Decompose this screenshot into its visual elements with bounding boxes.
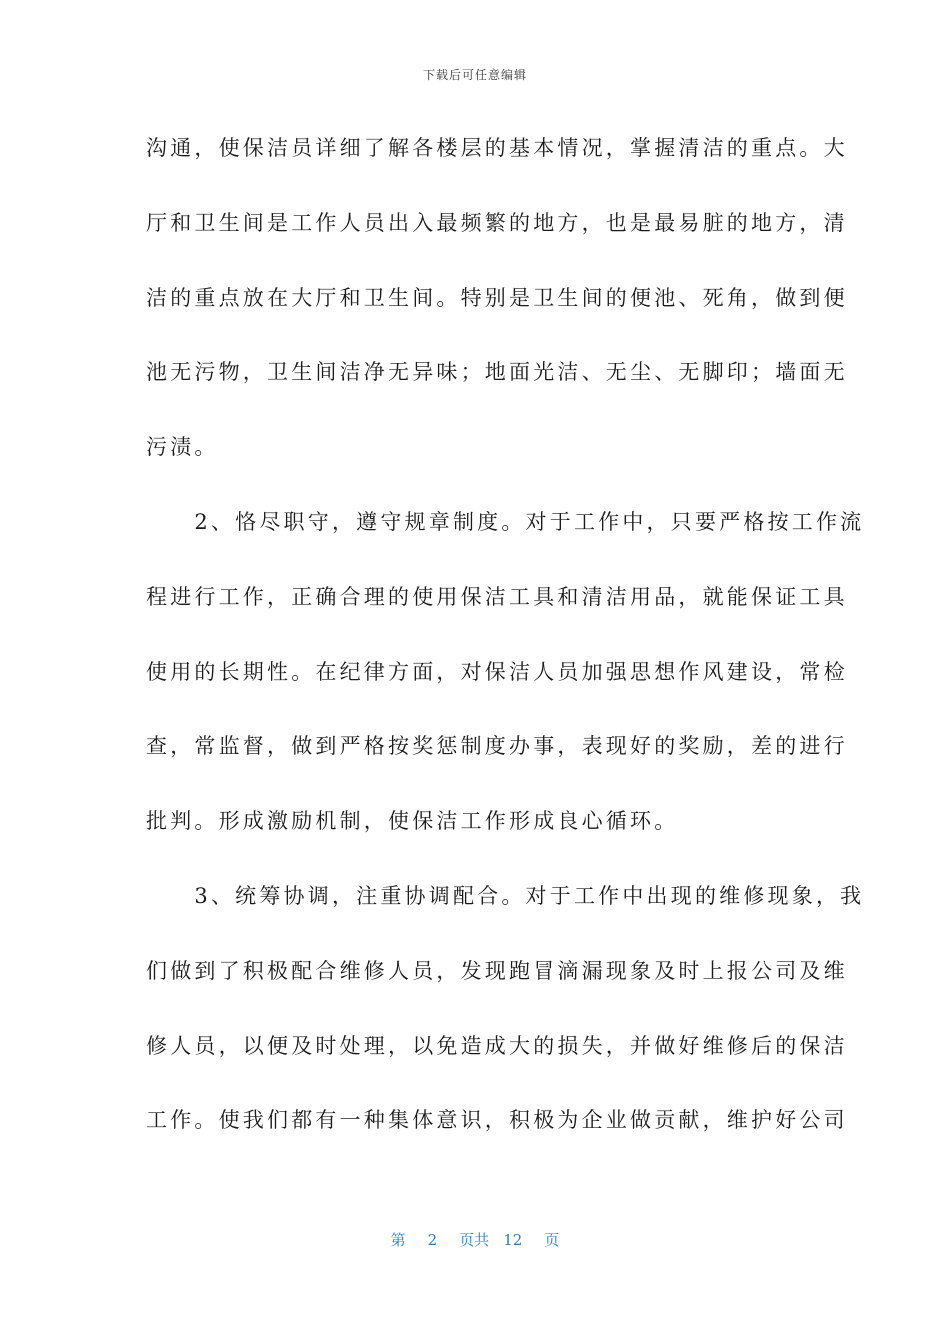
body-line: 洁的重点放在大厅和卫生间。特别是卫生间的便池、死角，做到便	[146, 285, 848, 310]
body-line: 3、统筹协调，注重协调配合。对于工作中出现的维修现象，我	[146, 883, 865, 908]
body-line: 们做到了积极配合维修人员，发现跑冒滴漏现象及时上报公司及维	[146, 958, 848, 983]
body-line: 污渍。	[146, 435, 219, 460]
header-note: 下载后可任意编辑	[422, 68, 527, 82]
footer-label-prefix: 第	[390, 1231, 406, 1249]
page-footer	[0, 1229, 950, 1250]
footer-label-suffix: 页	[544, 1231, 560, 1249]
body-line: 厅和卫生间是工作人员出入最频繁的地方，也是最易脏的地方，清	[146, 210, 848, 235]
footer-total-pages: 12	[503, 1231, 523, 1249]
body-line: 沟通，使保洁员详细了解各楼层的基本情况，掌握清洁的重点。大	[146, 136, 848, 160]
body-line: 批判。形成激励机制，使保洁工作形成良心循环。	[146, 809, 679, 834]
body-line: 程进行工作，正确合理的使用保洁工具和清洁用品，就能保证工具	[146, 584, 848, 609]
footer-label-middle: 页共	[459, 1231, 490, 1249]
document-body	[146, 128, 865, 1175]
body-line: 使用的长期性。在纪律方面，对保洁人员加强思想作风建设，常检	[146, 659, 848, 684]
footer-current-page: 2	[427, 1231, 438, 1249]
body-line: 工作。使我们都有一种集体意识，积极为企业做贡献，维护好公司	[146, 1108, 848, 1133]
body-line: 池无污物，卫生间洁净无异味；地面光洁、无尘、无脚印；墙面无	[146, 360, 848, 385]
body-line: 修人员，以便及时处理，以免造成大的损失，并做好维修后的保洁	[146, 1033, 848, 1058]
body-line: 2、恪尽职守，遵守规章制度。对于工作中，只要严格按工作流	[146, 509, 865, 534]
body-line: 查，常监督，做到严格按奖惩制度办事，表现好的奖励，差的进行	[146, 734, 848, 759]
